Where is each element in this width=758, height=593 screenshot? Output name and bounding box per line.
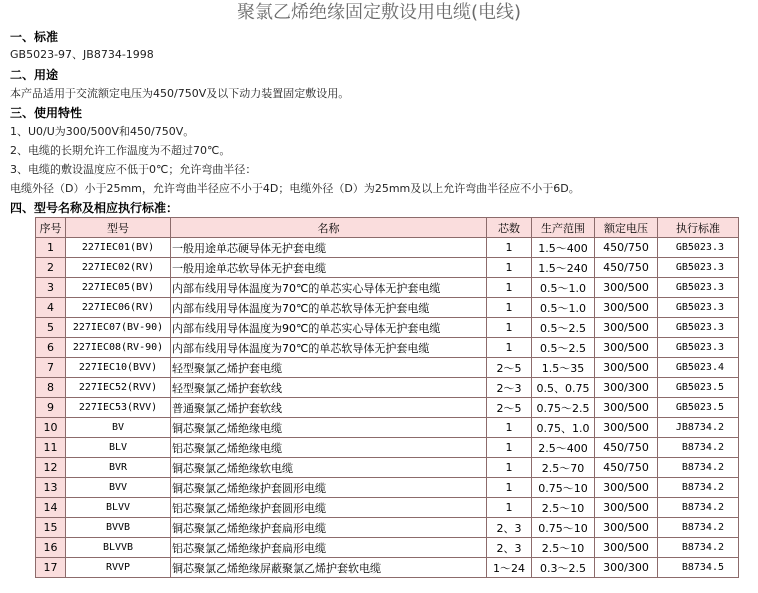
cell-range: 0.5～2.5 — [532, 338, 595, 358]
cell-name: 内部布线用导体温度为70℃的单芯软导体无护套电缆 — [171, 298, 487, 318]
cell-range: 0.5、0.75 — [532, 378, 595, 398]
table-row — [36, 498, 739, 518]
cell-range: 0.75～10 — [532, 518, 595, 538]
cell-name: 铝芯聚氯乙烯绝缘护套圆形电缆 — [171, 498, 487, 518]
cell-voltage: 450/750 — [595, 258, 658, 278]
cell-range: 0.5～1.0 — [532, 278, 595, 298]
cell-cores: 2～5 — [487, 398, 532, 418]
cell-name: 铜芯聚氯乙烯绝缘电缆 — [171, 418, 487, 438]
cell-range: 2.5～400 — [532, 438, 595, 458]
cell-name: 铜芯聚氯乙烯绝缘软电缆 — [171, 458, 487, 478]
cell-model: 227IEC07(BV-90) — [66, 318, 171, 338]
feature-line-3: 3、电缆的敷设温度应不低于0℃；允许弯曲半径： — [10, 163, 257, 176]
cell-voltage: 300/500 — [595, 318, 658, 338]
cell-range: 2.5～10 — [532, 538, 595, 558]
cell-voltage: 300/500 — [595, 278, 658, 298]
cell-seq: 17 — [36, 558, 66, 578]
cell-voltage: 300/500 — [595, 498, 658, 518]
cell-voltage: 450/750 — [595, 458, 658, 478]
cell-name: 铝芯聚氯乙烯绝缘护套扁形电缆 — [171, 538, 487, 558]
section-heading-models: 四、型号名称及相应执行标准： — [10, 201, 179, 215]
cell-standard: JB8734.2 — [658, 418, 739, 438]
cell-name: 铜芯聚氯乙烯绝缘屏蔽聚氯乙烯护套软电缆 — [171, 558, 487, 578]
cell-standard: B8734.2 — [658, 478, 739, 498]
feature-line-4: 电缆外径（D）小于25mm，允许弯曲半径应不小于4D；电缆外径（D）为25mm及以上允许弯曲半径应不小于6D。 — [10, 182, 580, 195]
cell-name: 一般用途单芯硬导体无护套电缆 — [171, 238, 487, 258]
table-row — [36, 238, 739, 258]
cell-model: 227IEC01(BV) — [66, 238, 171, 258]
standard-text: GB5023-97、JB8734-1998 — [10, 48, 154, 61]
cell-seq: 11 — [36, 438, 66, 458]
table-row — [36, 418, 739, 438]
cell-cores: 1 — [487, 238, 532, 258]
cell-seq: 16 — [36, 538, 66, 558]
cell-cores: 2～5 — [487, 358, 532, 378]
cell-standard: B8734.2 — [658, 498, 739, 518]
table-row — [36, 318, 739, 338]
table-row — [36, 518, 739, 538]
cell-name: 铜芯聚氯乙烯绝缘护套圆形电缆 — [171, 478, 487, 498]
cell-cores: 1～24 — [487, 558, 532, 578]
cell-voltage: 300/500 — [595, 418, 658, 438]
table-header-row — [36, 218, 739, 238]
cell-range: 0.75、1.0 — [532, 418, 595, 438]
cell-model: BVV — [66, 478, 171, 498]
cell-seq: 6 — [36, 338, 66, 358]
cell-cores: 2、3 — [487, 518, 532, 538]
cell-name: 内部布线用导体温度为70℃的单芯实心导体无护套电缆 — [171, 278, 487, 298]
cell-standard: GB5023.5 — [658, 398, 739, 418]
cell-voltage: 300/500 — [595, 518, 658, 538]
cell-model: 227IEC52(RVV) — [66, 378, 171, 398]
cell-cores: 1 — [487, 498, 532, 518]
cell-voltage: 300/500 — [595, 298, 658, 318]
cell-cores: 1 — [487, 318, 532, 338]
cell-standard: GB5023.3 — [658, 318, 739, 338]
cell-name: 铜芯聚氯乙烯绝缘护套扁形电缆 — [171, 518, 487, 538]
cell-model: 227IEC10(BVV) — [66, 358, 171, 378]
header-name: 名称 — [171, 218, 487, 238]
table-row — [36, 538, 739, 558]
cell-standard: GB5023.3 — [658, 278, 739, 298]
feature-line-1: 1、U0/U为300/500V和450/750V。 — [10, 125, 195, 138]
cell-seq: 3 — [36, 278, 66, 298]
cell-seq: 1 — [36, 238, 66, 258]
cell-range: 2.5～70 — [532, 458, 595, 478]
cell-voltage: 300/500 — [595, 358, 658, 378]
cell-standard: B8734.2 — [658, 438, 739, 458]
table-row — [36, 558, 739, 578]
header-voltage: 额定电压 — [595, 218, 658, 238]
cell-model: BVVB — [66, 518, 171, 538]
cell-standard: GB5023.3 — [658, 238, 739, 258]
cell-standard: GB5023.3 — [658, 298, 739, 318]
table-row — [36, 338, 739, 358]
cell-range: 2.5～10 — [532, 498, 595, 518]
cell-standard: B8734.5 — [658, 558, 739, 578]
page-title: 聚氯乙烯绝缘固定敷设用电缆(电线) — [236, 2, 522, 23]
cell-cores: 1 — [487, 438, 532, 458]
cell-voltage: 300/500 — [595, 398, 658, 418]
cell-cores: 1 — [487, 258, 532, 278]
usage-text: 本产品适用于交流额定电压为450/750V及以下动力装置固定敷设用。 — [10, 87, 350, 100]
cell-seq: 7 — [36, 358, 66, 378]
cell-seq: 4 — [36, 298, 66, 318]
cell-name: 一般用途单芯软导体无护套电缆 — [171, 258, 487, 278]
cell-voltage: 300/500 — [595, 338, 658, 358]
table-row — [36, 278, 739, 298]
cell-range: 1.5～35 — [532, 358, 595, 378]
section-heading-standard: 一、标准 — [10, 30, 59, 44]
cell-cores: 1 — [487, 458, 532, 478]
table-row — [36, 298, 739, 318]
cell-seq: 5 — [36, 318, 66, 338]
table-row — [36, 438, 739, 458]
cell-range: 0.5～1.0 — [532, 298, 595, 318]
cell-voltage: 300/300 — [595, 378, 658, 398]
cell-model: RVVP — [66, 558, 171, 578]
table-row — [36, 358, 739, 378]
cell-model: 227IEC02(RV) — [66, 258, 171, 278]
cell-model: 227IEC06(RV) — [66, 298, 171, 318]
cell-seq: 2 — [36, 258, 66, 278]
cell-seq: 10 — [36, 418, 66, 438]
cell-name: 铝芯聚氯乙烯绝缘电缆 — [171, 438, 487, 458]
cell-name: 普通聚氯乙烯护套软线 — [171, 398, 487, 418]
cell-range: 0.3～2.5 — [532, 558, 595, 578]
cell-cores: 1 — [487, 418, 532, 438]
header-seq: 序号 — [36, 218, 66, 238]
cell-range: 0.75～10 — [532, 478, 595, 498]
header-model: 型号 — [66, 218, 171, 238]
cell-seq: 8 — [36, 378, 66, 398]
cell-voltage: 300/500 — [595, 538, 658, 558]
table-row — [36, 378, 739, 398]
cell-standard: GB5023.4 — [658, 358, 739, 378]
cell-standard: GB5023.3 — [658, 258, 739, 278]
cell-cores: 2、3 — [487, 538, 532, 558]
cell-model: 227IEC08(RV-90) — [66, 338, 171, 358]
cell-cores: 2～3 — [487, 378, 532, 398]
cell-voltage: 450/750 — [595, 238, 658, 258]
cell-range: 0.5～2.5 — [532, 318, 595, 338]
cell-name: 内部布线用导体温度为90℃的单芯实心导体无护套电缆 — [171, 318, 487, 338]
cell-seq: 15 — [36, 518, 66, 538]
cell-standard: GB5023.5 — [658, 378, 739, 398]
cell-seq: 12 — [36, 458, 66, 478]
cell-model: 227IEC53(RVV) — [66, 398, 171, 418]
cable-model-table — [35, 217, 739, 578]
table-row — [36, 258, 739, 278]
header-range: 生产范围 — [532, 218, 595, 238]
cell-range: 0.75～2.5 — [532, 398, 595, 418]
cell-model: 227IEC05(BV) — [66, 278, 171, 298]
cell-model: BLV — [66, 438, 171, 458]
cell-seq: 9 — [36, 398, 66, 418]
feature-line-2: 2、电缆的长期允许工作温度为不超过70℃。 — [10, 144, 231, 157]
cell-range: 1.5～400 — [532, 238, 595, 258]
cell-cores: 1 — [487, 338, 532, 358]
cell-name: 轻型聚氯乙烯护套电缆 — [171, 358, 487, 378]
cell-model: BLVV — [66, 498, 171, 518]
cell-cores: 1 — [487, 278, 532, 298]
cell-range: 1.5～240 — [532, 258, 595, 278]
cell-voltage: 300/300 — [595, 558, 658, 578]
cell-standard: B8734.2 — [658, 518, 739, 538]
cell-model: BLVVB — [66, 538, 171, 558]
cell-name: 内部布线用导体温度为70℃的单芯软导体无护套电缆 — [171, 338, 487, 358]
cell-cores: 1 — [487, 478, 532, 498]
cell-name: 轻型聚氯乙烯护套软线 — [171, 378, 487, 398]
cell-seq: 14 — [36, 498, 66, 518]
cell-model: BV — [66, 418, 171, 438]
section-heading-features: 三、使用特性 — [10, 106, 83, 120]
table-row — [36, 398, 739, 418]
cell-voltage: 300/500 — [595, 478, 658, 498]
cell-standard: B8734.2 — [658, 538, 739, 558]
cell-voltage: 450/750 — [595, 438, 658, 458]
table-row — [36, 478, 739, 498]
header-cores: 芯数 — [487, 218, 532, 238]
section-heading-usage: 二、用途 — [10, 68, 59, 82]
cell-cores: 1 — [487, 298, 532, 318]
cell-standard: B8734.2 — [658, 458, 739, 478]
cell-standard: GB5023.3 — [658, 338, 739, 358]
cell-seq: 13 — [36, 478, 66, 498]
table-row — [36, 458, 739, 478]
cell-model: BVR — [66, 458, 171, 478]
header-standard: 执行标准 — [658, 218, 739, 238]
